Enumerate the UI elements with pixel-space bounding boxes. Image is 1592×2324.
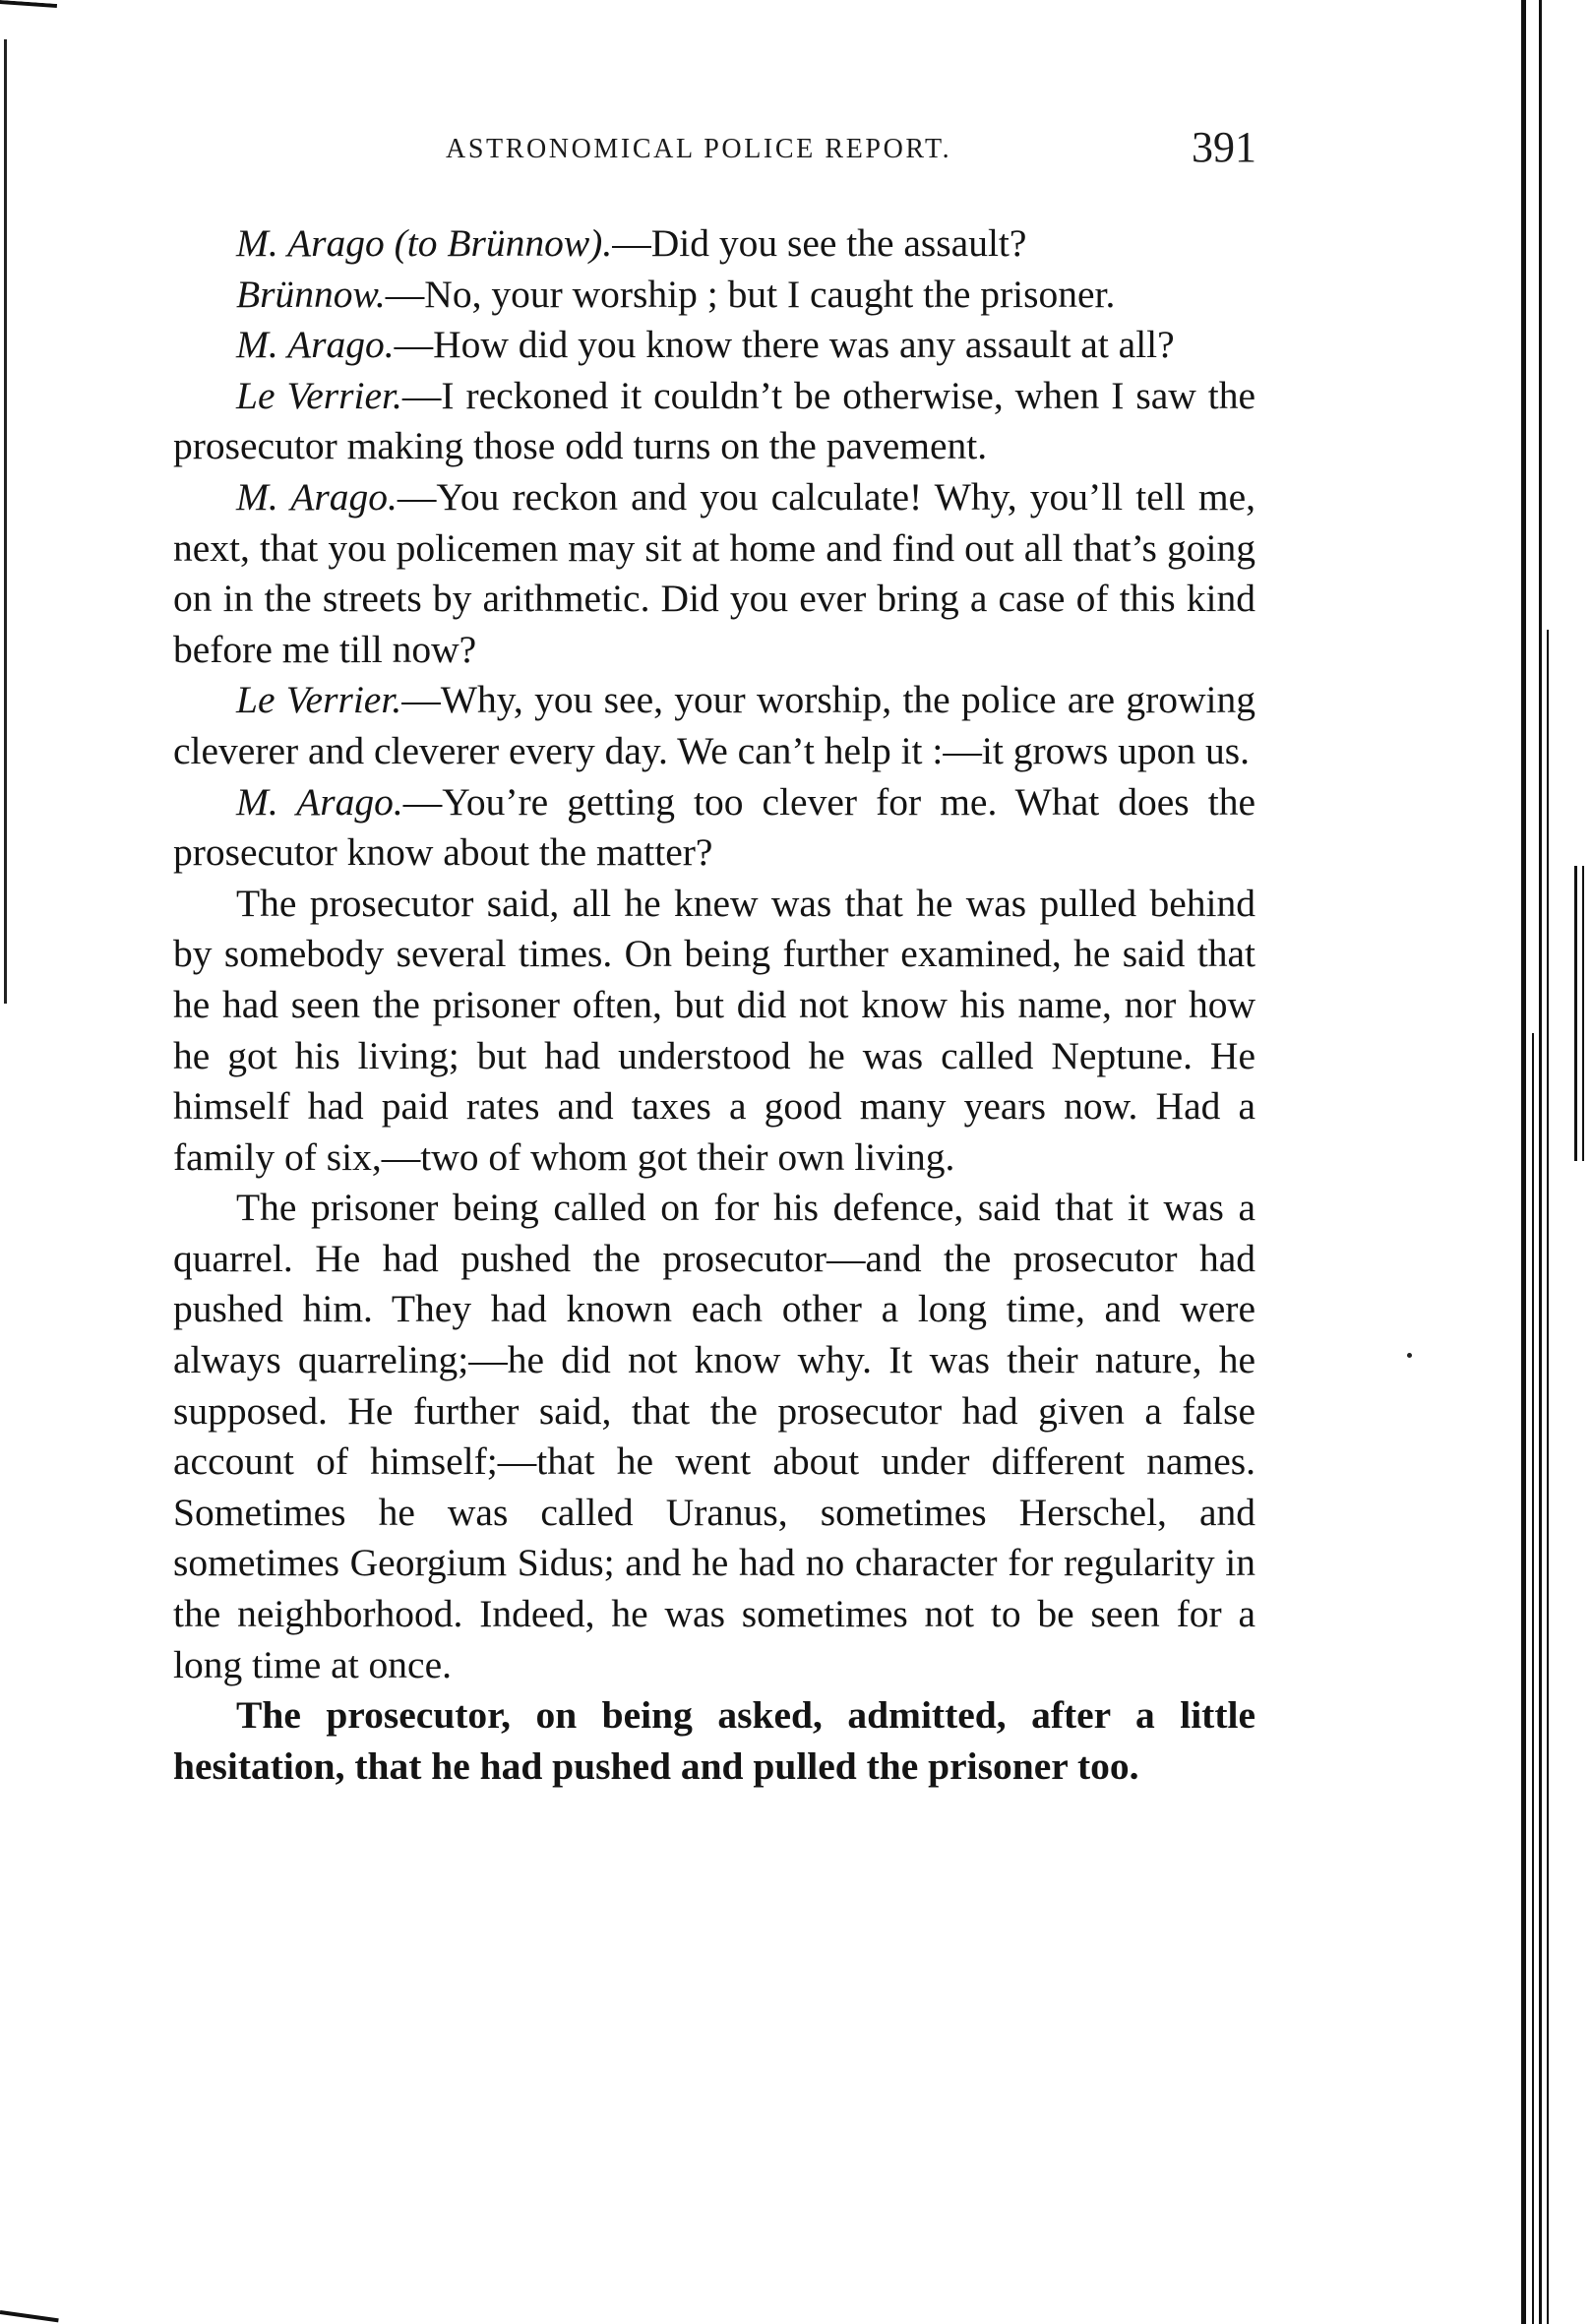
speaker-label: Le Verrier. [236, 678, 402, 722]
speaker-label: M. Arago (to Brünnow). [236, 221, 613, 265]
dialogue-paragraph [173, 371, 1255, 472]
gutter-line [1532, 1033, 1534, 2324]
scan-edge-top-left [0, 0, 57, 33]
scan-edge-left [4, 39, 7, 1004]
paragraph-text: —Did you see the assault? [612, 221, 1027, 265]
page-number: 391 [1192, 123, 1256, 171]
scan-edge-bottom-left [0, 2310, 59, 2322]
speaker-label: Le Verrier. [236, 373, 402, 417]
body-text [173, 218, 1255, 1792]
paragraph-text: —How did you know there was any assault at all? [394, 323, 1175, 367]
dialogue-paragraph [173, 218, 1255, 270]
dialogue-paragraph [173, 777, 1255, 879]
gutter-line [1547, 630, 1549, 2324]
dialogue-paragraph [173, 675, 1255, 776]
running-head [172, 123, 1256, 185]
narrative-paragraph: The prosecutor, on being asked, admitted, after a little hesitation, that he had pushed and pulled the prisoner too. [173, 1693, 1255, 1788]
paragraph-text: —You’re getting too clever for me. What does the prosecutor know about the matter? [173, 779, 1255, 875]
scan-speck [1407, 1353, 1412, 1358]
paragraph-text: —Why, you see, your worship, the police are growing cleverer and cleverer every day. We can’t help it :—it grows upon us. [173, 678, 1255, 772]
speaker-label: M. Arago. [236, 323, 395, 367]
paragraph-text: —No, your worship ; but I caught the prisoner. [385, 272, 1116, 316]
gutter-line [1521, 0, 1526, 2324]
narrative-paragraph: The prisoner being called on for his defence, said that it was a quarrel. He had pushed the prosecutor—and the prosecutor had pushed him. They had known each other a long time, and were always quarreling;—he did not know why. It was their nature, he supposed. He further said, that the prosecutor had given a false account of himself;—that he went about under different names. Sometimes he was called Uranus, sometimes Herschel, and sometimes Georgium Sidus; and he had no character for regularity in the neighborhood. Indeed, he was sometimes not to be seen for a long time at once. [173, 1186, 1255, 1686]
dialogue-paragraph [173, 320, 1255, 371]
gutter-line [1539, 0, 1542, 2324]
narrative-paragraph: The prosecutor said, all he knew was that he was pulled behind by somebody several times. On being further examined, he said that he had seen the prisoner often, but did not know his name, nor how he got his living; but had understood he was called Neptune. He himself had paid rates and taxes a good many years now. Had a family of six,—two of whom got their own living. [173, 881, 1255, 1179]
speaker-label: Brünnow. [236, 272, 386, 316]
speaker-label: M. Arago. [236, 779, 403, 824]
speaker-label: M. Arago. [236, 474, 398, 519]
gutter-line [1582, 866, 1584, 1161]
running-title: ASTRONOMICAL POLICE REPORT. [446, 134, 952, 164]
paragraph-text: —You reckon and you calculate! Why, you’ll tell me, next, that you policemen may sit at home and find out all that’s going on in the streets by arithmetic. Did you ever bring a case of this kind before me till now? [173, 474, 1255, 671]
dialogue-paragraph [173, 270, 1255, 321]
gutter-line [1574, 866, 1577, 1161]
dialogue-paragraph [173, 472, 1255, 675]
paragraph-text: —I reckoned it couldn’t be otherwise, when I saw the prosecutor making those odd turns on the pavement. [173, 373, 1255, 468]
